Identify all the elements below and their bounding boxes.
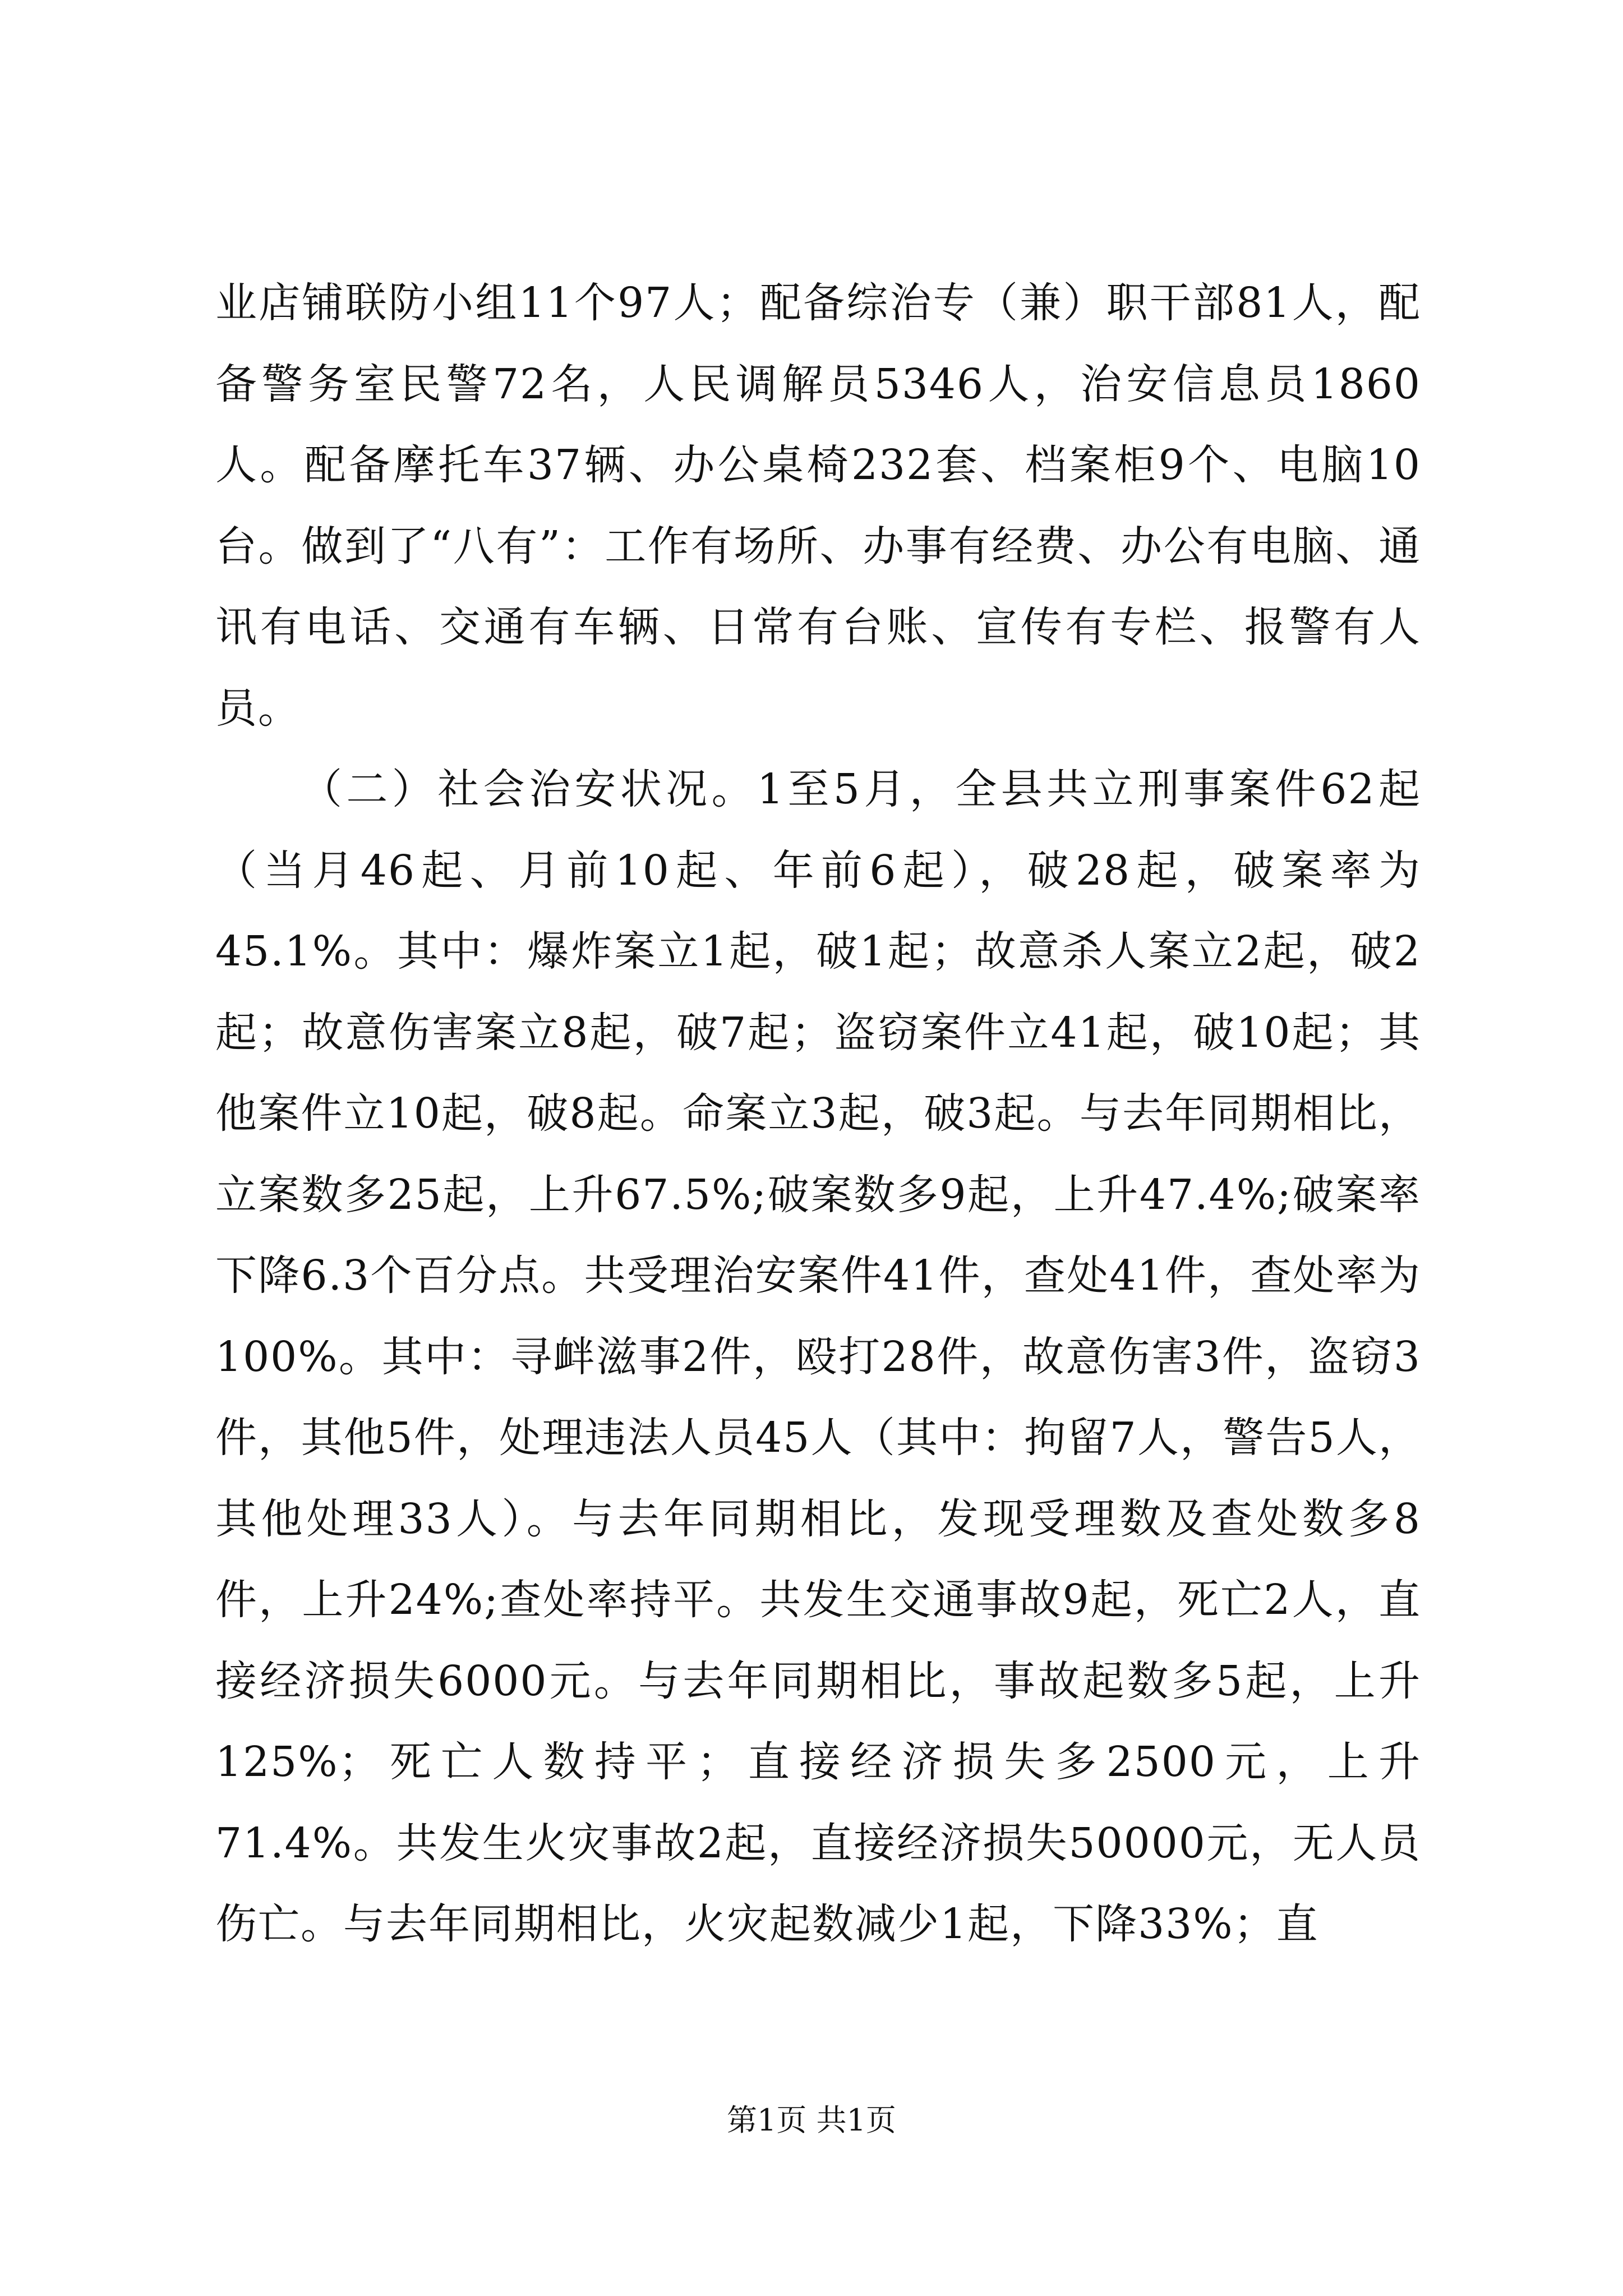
paragraph-resources: 业店铺联防小组11个97人；配备综治专（兼）职干部81人，配备警务室民警72名，人民调解员5346人，治安信息员1860人。配备摩托车37辆、办公桌椅232套、档案柜9个、电脑10台。做到了“八有”：工作有场所、办事有经费、办公有电脑、通讯有电话、交通有车辆、日常有台账、宣传有专栏、报警有人员。 — [215, 279, 1421, 733]
document-body — [215, 263, 1421, 1965]
page-footer: 第1页 共1页 — [727, 2102, 896, 2138]
paragraph-public-security-status: （二）社会治安状况。1至5月，全县共立刑事案件62起（当月46起、月前10起、年前6起），破28起，破案率为45.1%。其中：爆炸案立1起，破1起；故意杀人案立2起，破2起；故意伤害案立8起，破7起；盗窃案件立41起，破10起；其他案件立10起，破8起。命案立3起，破3起。与去年同期相比，立案数多25起，上升67.5%;破案数多9起，上升47.4%;破案率下降6.3个百分点。共受理治安案件41件，查处41件，查处率为100%。其中：寻衅滋事2件，殴打28件，故意伤害3件，盗窃3件，其他5件，处理违法人员45人（其中：拘留7人，警告5人，其他处理33人）。与去年同期相比，发现受理数及查处数多8件，上升24%;查处率持平。共发生交通事故9起，死亡2人，直接经济损失6000元。与去年同期相比，事故起数多5起，上升125%；死亡人数持平；直接经济损失多2500元，上升71.4%。共发生火灾事故2起，直接经济损失50000元，无人员伤亡。与去年同期相比，火灾起数减少1起，下降33%；直 — [215, 765, 1421, 1948]
